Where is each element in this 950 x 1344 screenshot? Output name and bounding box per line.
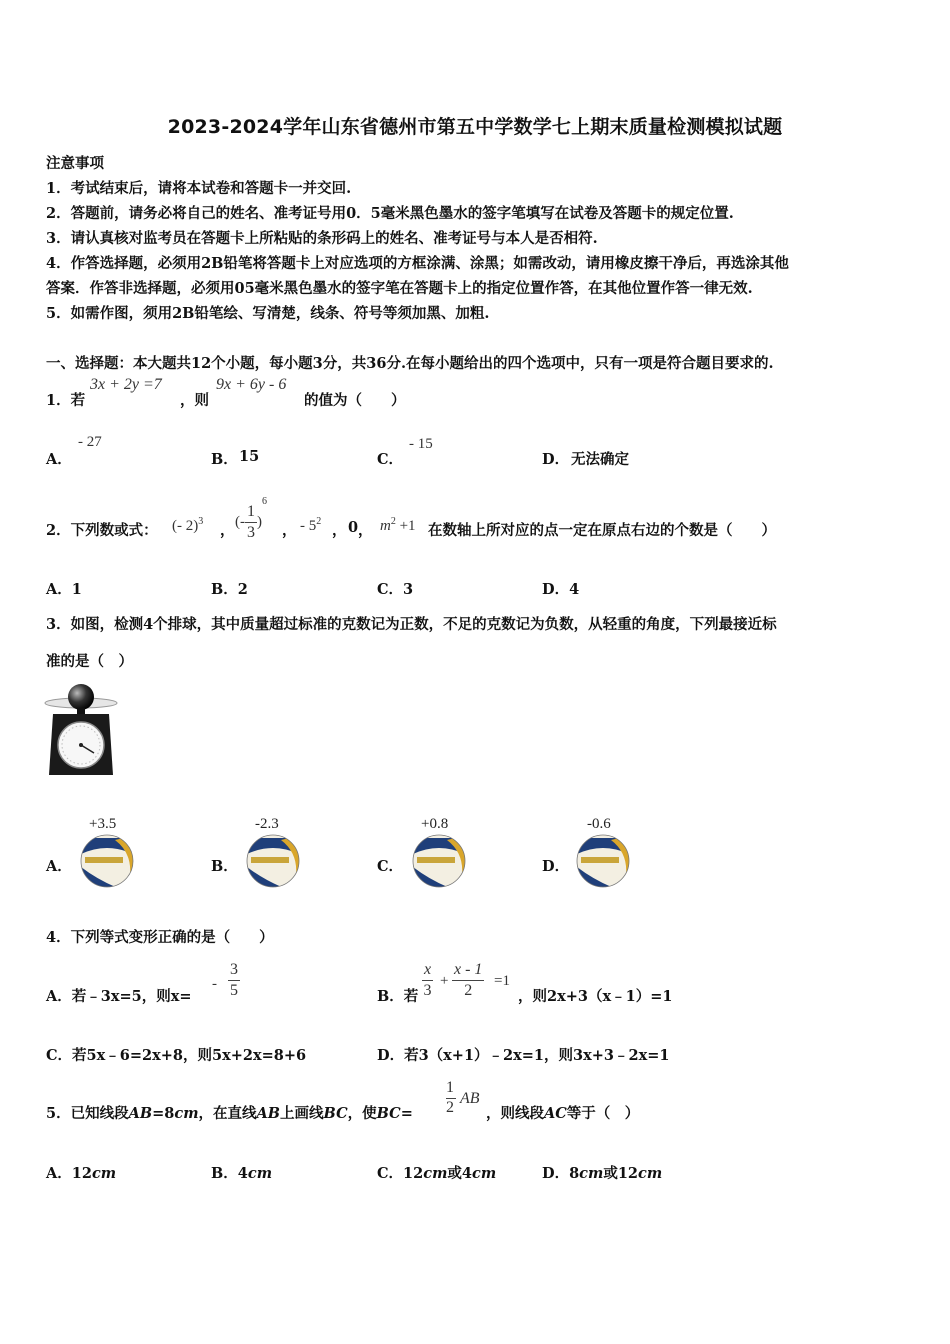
q5-d-unit: cm: [579, 1165, 604, 1182]
q5-cm: cm: [174, 1105, 199, 1122]
volleyball-icon: [78, 834, 136, 888]
q2-expr-1-base: (- 2): [172, 518, 199, 534]
q4-b-plus: +: [440, 973, 449, 989]
q5-option-c: [377, 1162, 496, 1183]
q3-option-c-label: C．: [377, 858, 404, 875]
q2-expr-1: [172, 516, 203, 535]
q4-b-eq: =1: [494, 973, 510, 989]
q2-option-b-label: B．: [211, 581, 238, 598]
q5-p4: 上画线: [280, 1105, 324, 1122]
q4-b-f2-den: 2: [464, 982, 473, 999]
q5-p6: =: [400, 1105, 413, 1122]
q2-suffix: 在数轴上所对应的点一定在原点右边的个数是（ ）: [428, 522, 776, 539]
q4-option-a-label: A．若﹣3x=5，则x=: [46, 988, 192, 1005]
q5-c-unit2: cm: [472, 1165, 497, 1182]
q5-f-var: AB: [460, 1090, 480, 1107]
q5-tail: [486, 1102, 639, 1123]
q3-stem-line-2: 准的是（ ）: [46, 653, 133, 670]
q5-p8: 等于（ ）: [566, 1105, 640, 1122]
q4-option-a-fraction: [228, 960, 240, 1001]
notice-item: 2．答题前，请务必将自己的姓名、准考证号用0．5毫米黑色墨水的签字笔填写在试卷及答题卡的规定位置.: [46, 205, 734, 222]
q5-b-label: B．: [211, 1165, 238, 1182]
volleyball-icon: [244, 834, 302, 888]
q2-sep-4: ，: [358, 522, 373, 539]
notice-item: 5．如需作图，须用2B铅笔绘、写清楚，线条、符号等须加黑、加粗.: [46, 305, 490, 322]
q1-option-c-value: - 15: [409, 436, 433, 452]
q2-expr-3: [300, 516, 321, 535]
q5-option-d: [542, 1162, 662, 1183]
notice-item: 答案．作答非选择题，必须用05毫米黑色墨水的签字笔在答题卡上的指定位置作答，在其他位置作答一律无效.: [46, 280, 753, 297]
q2-option-c-label: C．: [377, 581, 404, 598]
q5-d-mid: 或12: [603, 1165, 639, 1182]
q5-c-mid: 或4: [447, 1165, 472, 1182]
q5-fraction-bar: [446, 1098, 456, 1099]
q4-option-c: C．若5x﹣6=2x+8，则5x+2x=8+6: [46, 1047, 307, 1064]
scale-icon: [44, 684, 118, 778]
q2-option-d: [542, 578, 579, 599]
q2-prefix: 2．下列数或式：: [46, 522, 158, 539]
q5-a-val: 12: [71, 1165, 92, 1182]
q5-c-label: C．: [377, 1165, 404, 1182]
q5-bc2: BC: [376, 1105, 401, 1122]
q2-expr-2: [235, 496, 267, 543]
q4-b-f1-den: 3: [423, 982, 432, 999]
notice-heading: 注意事项: [46, 155, 104, 172]
notice-item: 1．考试结束后，请将本试卷和答题卡一并交回.: [46, 180, 352, 197]
q2-expr-2-open: (-: [235, 514, 245, 531]
q2-expr-4-tail: +1: [395, 518, 416, 534]
section-heading: 一、选择题：本大题共12个小题，每小题3分，共36分.在每小题给出的四个选项中，只有一项是符合题目要求的.: [46, 355, 774, 372]
q2-sep-3: ，: [332, 522, 347, 539]
q2-expr-4: [380, 516, 416, 535]
volleyball-icon: [574, 834, 632, 888]
q4-b-f2-num: x - 1: [452, 960, 484, 981]
q4-option-d: D．若3（x+1）﹣2x=1，则3x+3﹣2x=1: [377, 1047, 670, 1064]
q5-p2: =8: [152, 1105, 175, 1122]
q5-p1: 5．已知线段: [46, 1105, 129, 1122]
q3-option-b-value: -2.3: [255, 816, 279, 832]
q2-option-a-value: 1: [71, 581, 82, 598]
q2-expr-4-exp: 2: [390, 516, 396, 527]
q1-option-d-label: D．: [542, 451, 570, 468]
q5-p7: ，则线段: [486, 1105, 544, 1122]
q5-ab: AB: [128, 1105, 153, 1122]
q1-option-b-label: B．: [211, 451, 238, 468]
q2-option-d-label: D．: [542, 581, 570, 598]
q4-b-f1-num: x: [422, 960, 433, 981]
q5-d-val: 8: [569, 1165, 580, 1182]
q2-fraction-den: 3: [247, 524, 255, 542]
q5-option-b: [211, 1162, 272, 1183]
q5-a-label: A．: [46, 1165, 72, 1182]
q4-stem: 4．下列等式变形正确的是（ ）: [46, 929, 274, 946]
q1-option-d-value: 无法确定: [571, 451, 629, 468]
q5-d-unit2: cm: [638, 1165, 663, 1182]
page-title: 2023-2024学年山东省德州市第五中学数学七上期末质量检测模拟试题: [167, 116, 783, 138]
q1-option-a-label: A．: [46, 451, 72, 468]
q3-option-c-value: +0.8: [421, 816, 449, 832]
q4-a-den: 5: [230, 982, 238, 999]
q5-p3: ，在直线: [198, 1105, 257, 1122]
q2-option-c-value: 3: [403, 581, 414, 598]
q2-option-b: [211, 578, 248, 599]
q1-option-a-value: - 27: [78, 434, 102, 450]
q4-option-b-label: B．若: [377, 988, 419, 1005]
q5-f-num: 1: [446, 1079, 454, 1096]
q2-option-b-value: 2: [237, 581, 248, 598]
q5-b-unit: cm: [247, 1165, 273, 1182]
q2-sep-2: ，: [282, 522, 297, 539]
q3-stem-line-1: 3．如图，检测4个排球，其中质量超过标准的克数记为正数，不足的克数记为负数，从轻重的角度，下列最接近标: [46, 616, 777, 633]
q1-expression-2: 9x + 6y - 6: [216, 376, 287, 393]
q3-option-b-label: B．: [211, 858, 238, 875]
q2-option-d-value: 4: [569, 581, 580, 598]
q4-a-num: 3: [228, 960, 240, 981]
q5-option-a: [46, 1162, 116, 1183]
q1-option-b-value: 15: [239, 448, 260, 465]
q1-expression-1: 3x + 2y =7: [90, 376, 162, 393]
q5-d-label: D．: [542, 1165, 570, 1182]
q2-expr-1-exp: 3: [198, 516, 204, 527]
notice-item: 4．作答选择题，必须用2B铅笔将答题卡上对应选项的方框涂满、涂黑；如需改动，请用橡皮擦干净后，再选涂其他: [46, 255, 789, 272]
q5-p5: ，使: [347, 1105, 377, 1122]
q4-option-b-fraction-2: [452, 960, 484, 1001]
q5-stem: [46, 1102, 413, 1123]
q4-option-a-sign: -: [212, 976, 217, 992]
q2-zero: 0: [348, 519, 359, 536]
q2-expr-3-base: - 5: [300, 518, 317, 534]
q1-option-c-label: C．: [377, 451, 404, 468]
notice-item: 3．请认真核对监考员在答题卡上所粘贴的条形码上的姓名、准考证号与本人是否相符.: [46, 230, 598, 247]
q2-expr-4-base: m: [380, 518, 391, 534]
q5-bc: BC: [323, 1105, 348, 1122]
q2-expr-2-close: ): [257, 514, 262, 531]
q2-option-a-label: A．: [46, 581, 72, 598]
q5-b-val: 4: [237, 1165, 248, 1182]
q3-option-a-value: +3.5: [89, 816, 117, 832]
q4-b-tail: ，则2x+3（x﹣1）=1: [518, 988, 673, 1005]
q1-prefix: 1．若: [46, 392, 86, 409]
q3-option-a-label: A．: [46, 858, 72, 875]
q5-f-den: 2: [446, 1099, 454, 1116]
q5-ac: AC: [544, 1105, 567, 1122]
q5-c-unit: cm: [423, 1165, 448, 1182]
q2-option-c: [377, 578, 413, 599]
q3-option-d-value: -0.6: [587, 816, 611, 832]
q2-fraction: [245, 502, 257, 543]
volleyball-icon: [410, 834, 468, 888]
q5-a-unit: cm: [91, 1165, 117, 1182]
q4-option-b-fraction-1: [422, 960, 433, 1001]
q2-expr-3-exp: 2: [316, 516, 322, 527]
q1-suffix: 的值为（ ）: [304, 392, 406, 409]
q3-option-d-label: D．: [542, 858, 570, 875]
q1-mid: ，则: [180, 392, 209, 409]
q5-ab2: AB: [256, 1105, 281, 1122]
q2-fraction-num: 1: [245, 502, 257, 523]
q5-c-val: 12: [403, 1165, 424, 1182]
q2-option-a: [46, 578, 82, 599]
q2-expr-2-exp: 6: [262, 496, 267, 507]
q2-sep: ，: [220, 522, 235, 539]
